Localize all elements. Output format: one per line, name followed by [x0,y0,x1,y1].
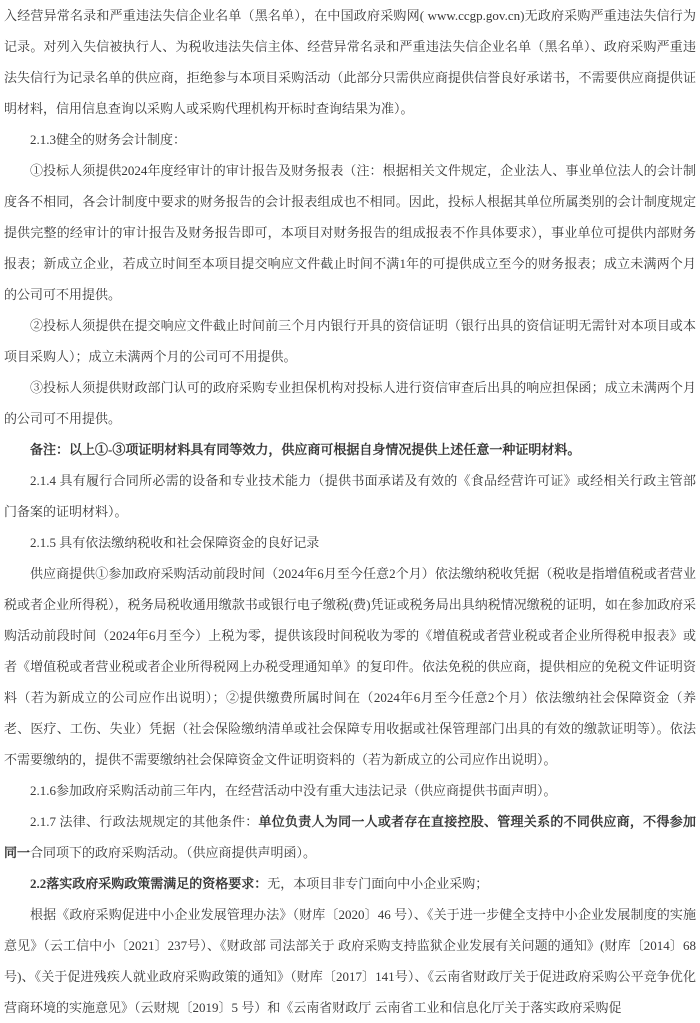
para-2-1-3-heading [4,124,696,155]
text-run: 根据《政府采购促进中小企业发展管理办法》（财库〔2020〕46 号）、《关于进一步健全支持中小企业发展制度的实施意见》（云工信中小〔2021〕237号）、《财政部 司法部关于 政府采购支持监狱企业发展有关问题的通知》(财库〔2014〕68 号)、《关于促进残疾人就业政府采购政策的通知》（财库〔2017〕141号）、《云南省财政厅关于促进政府采购公平竞争优化营商环境的实施意见》（云财规〔2019〕5 号）和《云南省财政厅 云南省工业和信息化厅关于落实政府采购促 [4,907,696,1015]
para-item-3-guarantee-letter [4,372,696,434]
para-2-1-5-heading [4,527,696,558]
text-run: 2.1.5 具有依法缴纳税收和社会保障资金的良好记录 [30,535,320,550]
para-2-2-policy-requirement [4,868,696,899]
para-item-2-bank-credit-certificate [4,310,696,372]
text-run: 2.1.7 法律、行政法规规定的其他条件： [30,814,259,829]
para-2-1-6 [4,775,696,806]
text-run: 2.1.3健全的财务会计制度： [30,132,187,147]
text-run: 合同项下的政府采购活动。（供应商提供声明函）。 [30,845,317,860]
text-run: 2.2落实政府采购政策需满足的资格要求： [30,876,268,891]
text-run: 无，本项目非专门面向中小企业采购； [267,876,489,891]
text-run: 入经营异常名录和严重违法失信企业名单（黑名单），在中国政府采购网( www.ccgp.gov.cn)无政府采购严重违法失信行为记录。对列入失信被执行人、为税收违法失信主体、经营异常名录和严重违法失信企业名单（黑名单）、政府采购严重违法失信行为记录名单的供应商，拒绝参与本项目采购活动（此部分只需供应商提供信誉良好承诺书，不需要供应商提供证明材料，信用信息查询以采购人或采购代理机构开标时查询结果为准）。 [4,8,696,116]
para-blacklist-continuation [4,0,696,124]
text-run: 2.1.4 具有履行合同所必需的设备和专业技术能力（提供书面承诺及有效的《食品经营许可证》或经相关行政主管部门备案的证明材料）。 [4,473,696,519]
para-2-1-7 [4,806,696,868]
para-item-1-audit-report [4,155,696,310]
text-run: 供应商提供①参加政府采购活动前段时间（2024年6月至今任意2个月）依法缴纳税收凭据（税收是指增值税或者营业税或者企业所得税），税务局税收通用缴款书或银行电子缴税(费)凭证或税务局出具纳税情况缴税的证明，如在参加政府采购活动前段时间（2024年6月至今）上税为零，提供该段时间税收为零的《增值税或者营业税或者企业所得税申报表》或者《增值税或者营业税或者企业所得税网上办税受理通知单》的复印件。依法免税的供应商，提供相应的免税文件证明资料（若为新成立的公司应作出说明）；②提供缴费所属时间在（2024年6月至今任意2个月）依法缴纳社会保障资金（养老、医疗、工伤、失业）凭据（社会保险缴纳清单或社会保障专用收据或社保管理部门出具的有效的缴款证明等）。依法不需要缴纳的，提供不需要缴纳社会保障资金文件证明资料的（若为新成立的公司应作出说明）。 [4,566,696,767]
text-run: ②投标人须提供在提交响应文件截止时间前三个月内银行开具的资信证明（银行出具的资信证明无需针对本项目或本项目采购人）；成立未满两个月的公司可不用提供。 [4,318,696,364]
para-policy-basis [4,899,696,1023]
para-2-1-4 [4,465,696,527]
text-run: ①投标人须提供2024年度经审计的审计报告及财务报表（注：根据相关文件规定，企业法人、事业单位法人的会计制度各不相同，各会计制度中要求的财务报告的会计报表组成也不相同。因此，投标人根据其单位所属类别的会计制度规定提供完整的经审计的审计报告及财务报告即可，本项目对财务报告的组成报表不作具体要求），事业单位可提供内部财务报表；新成立企业，若成立时间至本项目提交响应文件截止时间不满1年的可提供成立至今的财务报表；成立未满两个月的公司可不用提供。 [4,163,696,302]
text-run: 单位负责人为同一人或者存在直接控股、管理关系的不同供应商，不得参加同一 [4,814,696,860]
text-run: 备注：以上①-③项证明材料具有同等效力，供应商可根据自身情况提供上述任意一种证明材料。 [30,442,581,457]
para-2-1-5-detail [4,558,696,775]
para-remark [4,434,696,465]
text-run: ③投标人须提供财政部门认可的政府采购专业担保机构对投标人进行资信审查后出具的响应担保函；成立未满两个月的公司可不用提供。 [4,380,696,426]
text-run: 2.1.6参加政府采购活动前三年内，在经营活动中没有重大违法记录（供应商提供书面声明）。 [30,783,557,798]
document-body [4,0,696,1023]
